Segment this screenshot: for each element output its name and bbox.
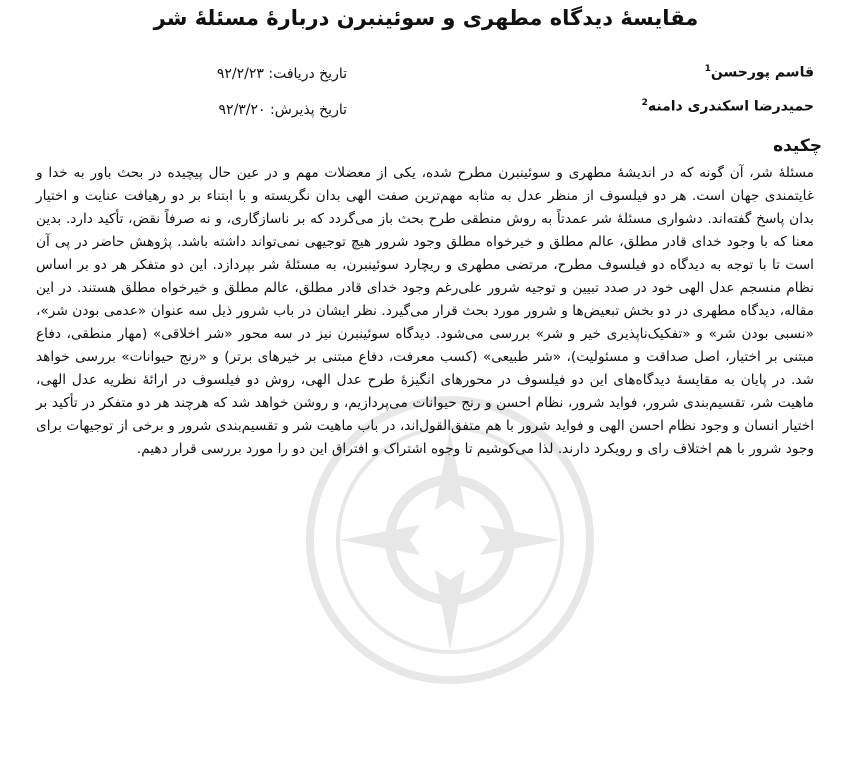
- paper-title: مقایسهٔ دیدگاه مطهری و سوئینبرن دربارهٔ مسئلهٔ شر: [153, 6, 699, 30]
- abstract-body: مسئلهٔ شر، آن گونه که در اندیشهٔ مطهری و سوئینبرن مطرح شده، یکی از معضلات مهم و در عین حال پیچیده در بحث باور به خدا و غایتمندی جهان است. هر دو فیلسوف از منظر عدل به مثابه مهم‌ترین صفت الهی بدان نگریسته و با ابتناء بر دو رهیافت عنایت و اختیار بدان پاسخ گفته‌اند. دشواری مسئلهٔ شر عمدتاً به روش منطقی طرح بحث باز می‌گردد که بر ناسازگاری، و نه صرفاً نقض، تأکید دارد. بدین معنا که با وجود خدای قادر مطلق، عالم مطلق و خیرخواه مطلق وجود شرور هیچ توجیهی نمی‌تواند داشته باشد. پژوهش حاضر در پی آن است تا با توجه به دیدگاه دو فیلسوف مطرح، مرتضی مطهری و ریچارد سوئینبرن، به مسئلهٔ شر بپردازد. این دو متفکر هر دو بر اساس نظام منسجم عدل الهی خود در صدد تبیین و توجیه شرور علی‌رغم وجود خدای قادر مطلق، عالم مطلق و خیرخواه مطلق هستند. در این مقاله، دیدگاه مطهری در دو بخش تبعیض‌ها و شرور مورد بحث قرار می‌گیرد. نظر ایشان در باب شرور ذیل سه عنوان «عدمی بودن شر»، «نسبی بودن شر» و «تفکیک‌ناپذیری خیر و شر» بررسی می‌شود. دیدگاه سوئینبرن نیز در سه محور «شر اخلاقی» (مهار منطقی، دفاع مبتنی بر اختیار، اصل صداقت و مسئولیت)، «شر طبیعی» (کسب معرفت، دفاع مبتنی بر خیرهای برتر) و «رنج حیوانات» بررسی خواهد شد. در پایان به مقایسهٔ دیدگاه‌های این دو فیلسوف در محورهای انگیزهٔ طرح عدل الهی، روش دو فیلسوف در ارائهٔ نظریه عدل الهی، ماهیت شر، تقسیم‌بندی شرور، فواید شرور، نظام احسن و رنج حیوانات می‌پردازیم، و روشن خواهد شد که هرچند هر دو متفکر در تأکید بر اختیار انسان و وجود نظام احسن الهی و فواید شرور با هم متفق‌القول‌اند، در باب ماهیت شر و تقسیم‌بندی شرور و برخی از توجیهات برای وجود شرور با هم اختلاف رای و رویکرد دارند. لذا می‌کوشیم تا وجوه اشتراک و افتراق این دو را مورد بررسی قرار دهیم.: [36, 165, 814, 457]
- received-date: تاریخ دریافت: ۹۲/۲/۲۳: [216, 66, 347, 82]
- abstract-heading: چکیده: [773, 136, 822, 156]
- accepted-date: تاریخ پذیرش: ۹۲/۳/۲۰: [218, 102, 347, 118]
- author-2: [642, 98, 814, 115]
- author-1-name: قاسم پورحسن: [710, 64, 814, 81]
- author-2-footnote-mark: 2: [641, 98, 648, 108]
- author-2-name: حمیدرضا اسکندری دامنه: [647, 98, 814, 115]
- author-1-footnote-mark: 1: [704, 64, 711, 74]
- author-1: [705, 64, 814, 81]
